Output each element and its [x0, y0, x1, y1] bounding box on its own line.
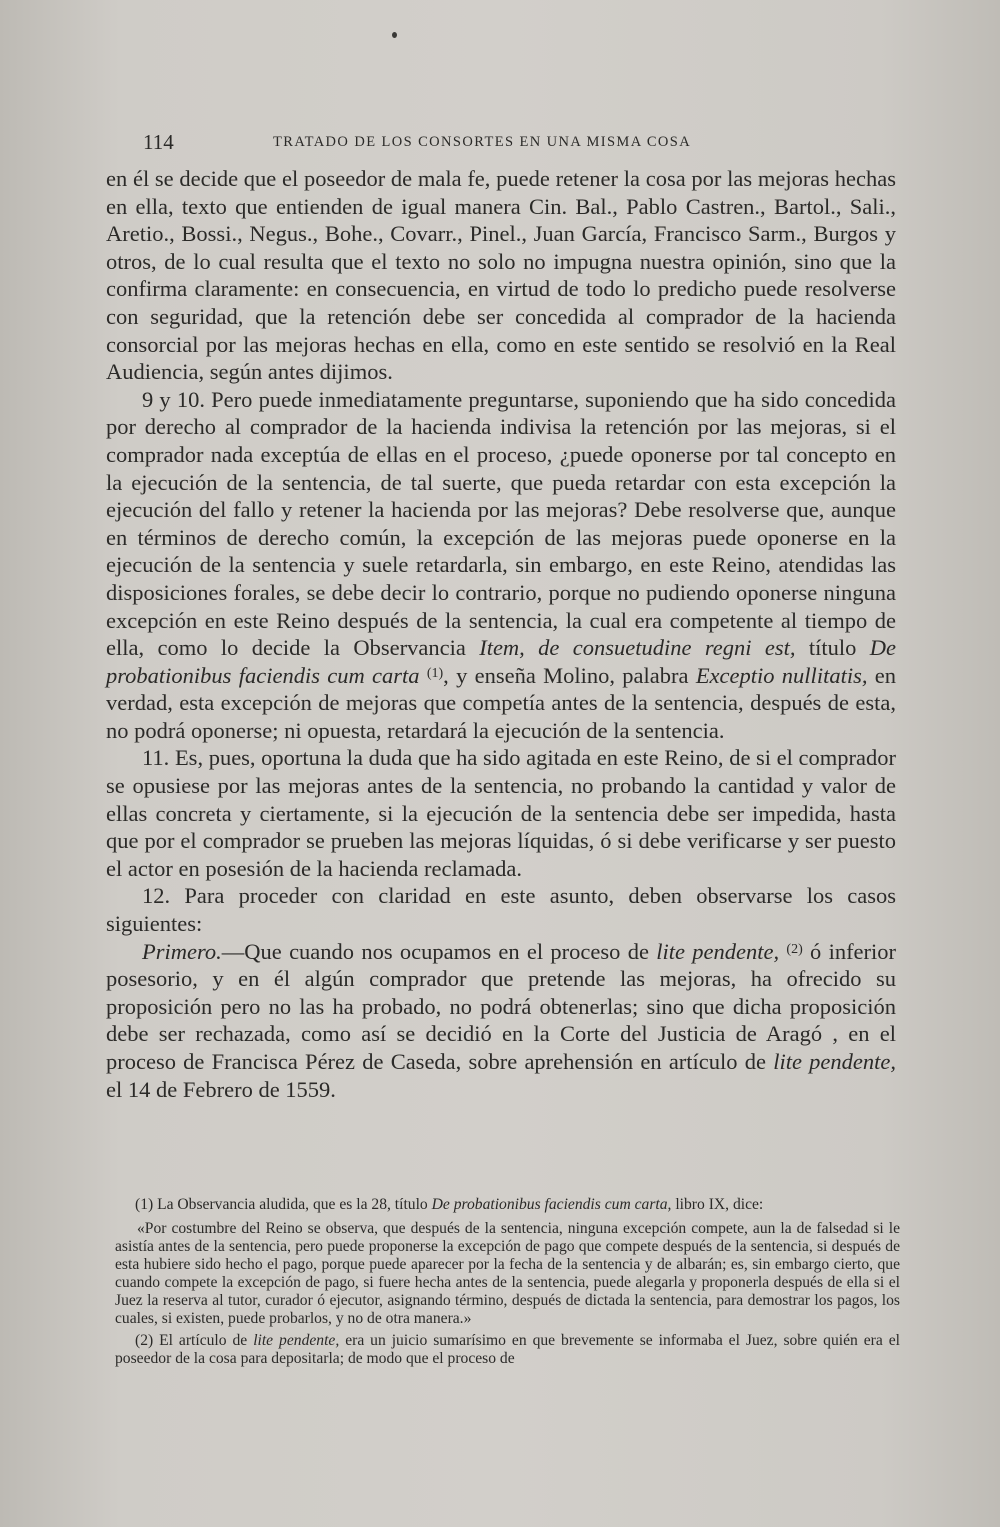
page-header: [113, 130, 903, 156]
italic-citation: De probationibus faciendis cum carta: [106, 635, 897, 688]
paragraph-text: título: [808, 635, 857, 661]
italic-citation: Item, de consuetudine regni est,: [479, 635, 796, 661]
paragraph-number: 11.: [142, 745, 170, 771]
paragraph-text: Pero puede inmediatamente preguntarse, suponiendo que ha sido concedida por derecho al comprador de la hacienda indivisa la retención por las mejoras, si el comprador nada exceptúa de ellas en el proceso, ¿puede oponerse por tal concepto en la ejecución de la sentencia, de tal suerte, que pueda retardar con esta excepción la ejecución del fallo y retener la hacienda por las mejoras? Debe resolverse que, aunque en términos de derecho común, la excepción de las mejoras puede oponerse en la ejecución de la sentencia y suele retardarla, sin embargo, en este Reino, atendidas las disposiciones forales, se debe decir lo contrario, porque no pudiendo oponerse ninguna excepción en este Reino después de la sentencia, la cual era competente al tiempo de ella, como lo decide la Observancia: [106, 386, 897, 661]
paragraph-text: Es, pues, oportuna la duda que ha sido agitada en este Reino, de si el comprador se opusiese por las mejoras antes de la sentencia, no probando la cantidad y valor de ellas concreta y ciertamente, si la ejecución de la sentencia debe ser impedida, hasta que por el comprador se prueben las mejoras líquidas, ó si debe verificarse y ser puesto el actor en posesión de la hacienda reclamada.: [106, 745, 897, 881]
italic-citation: lite pendente,: [773, 1049, 897, 1074]
footnote-ref[interactable]: (2): [786, 941, 803, 957]
italic-citation: De probationibus faciendis cum carta,: [431, 1196, 672, 1213]
footnotes: [115, 1196, 900, 1372]
paragraph-text: ó inferior posesorio, y en él algún comprador que pretende las mejoras, ha ofrecido su proposición pero no las ha probado, no podrá obtenerlas; sino que dicha proposición debe ser rechazada, como así se decidió en la Corte del Justicia de Aragó , en el proceso de Francisca Pérez de Caseda, sobre aprehensión en artículo de: [106, 938, 897, 1074]
paragraph-text: en verdad, esta excepción de mejoras que competía antes de la sentencia, después de esta, no podrá oponerse; ni opuesta, retardará la ejecución de la sentencia.: [106, 662, 896, 743]
footnote-text: (2) El artículo de: [135, 1332, 248, 1349]
footnote-text: era un juicio sumarísimo en que brevemente se informaba el Juez, sobre quién era el poseedor de la cosa para depositarla; de modo que el proceso de: [115, 1332, 900, 1367]
footnote-1-quote: «Por costumbre del Reino se observa, que después de la sentencia, ninguna excepción compete, aun la de falsedad si le asistía antes de la sentencia, pero puede proponerse la excepción de pago que compete después de la sentencia, si después de esta hubiere sido hecho el pago, porque puede aparecer por la fecha de la sentencia y de albarán; es, sin embargo cierto, que cuando compete la excepción de pago, si fuere hecha antes de la sentencia, puede alegarla y proponerla después de ella si el Juez la reserva al tutor, curador ó ejecutor, asignando término, después de dictada la sentencia, para demostrar los pagos, los cuales, si existen, puede probarlos, y no de otra manera.»: [115, 1220, 900, 1327]
italic-citation: lite pendente,: [253, 1332, 340, 1349]
paragraph-text: en él se decide que el poseedor de mala fe, puede retener la cosa por las mejoras hechas en ella, texto que entienden de igual manera Cin. Bal., Pablo Castren., Bartol., Sali., Aretio., Bossi., Negus., Bohe., Covarr., Pinel., Juan García, Francisco Sarm., Burgos y otros, de lo cual resulta que el texto no solo no impugna nuestra opinión, sino que la confirma claramente: en consecuencia, en virtud de todo lo predicho puede resolverse con seguridad, que la retención debe ser concedida al comprador de la hacienda consorcial por las mejoras hechas en ella, como en este sentido se resolvió en la Real Audiencia, según antes dijimos.: [106, 166, 896, 385]
paragraph-text: , y enseña Molino, palabra: [443, 662, 689, 688]
footnote-text: (1) La Observancia aludida, que es la 28, título: [135, 1196, 428, 1213]
paragraph-9-10: [106, 386, 896, 745]
page-number: 114: [143, 130, 174, 154]
body-text: [106, 165, 896, 1103]
running-title: TRATADO DE LOS CONSORTES EN UNA MISMA COSA: [273, 134, 692, 150]
paragraph-text: —Que cuando nos ocupamos en el proceso de: [221, 938, 649, 964]
paragraph-number: 12.: [142, 883, 171, 909]
footnote-ref[interactable]: (1): [426, 665, 444, 681]
ink-speck: [392, 32, 397, 38]
italic-heading: Primero.: [142, 938, 222, 964]
paragraph-number: 9 y 10.: [142, 386, 205, 412]
paragraph-continuation: [106, 165, 896, 386]
paragraph-text: el 14 de Febrero de 1559.: [106, 1076, 336, 1102]
italic-citation: lite pendente,: [656, 938, 780, 964]
paragraph-text: Para proceder con claridad en este asunto, deben observarse los casos siguientes:: [106, 883, 896, 937]
paragraph-primero: [106, 938, 896, 1104]
italic-citation: Exceptio nullitatis,: [695, 662, 868, 688]
paragraph-12: [106, 882, 896, 937]
footnote-1: [115, 1196, 900, 1214]
footnote-2: [115, 1332, 900, 1368]
paragraph-11: [106, 744, 896, 882]
footnote-text: libro IX, dice:: [675, 1196, 764, 1213]
